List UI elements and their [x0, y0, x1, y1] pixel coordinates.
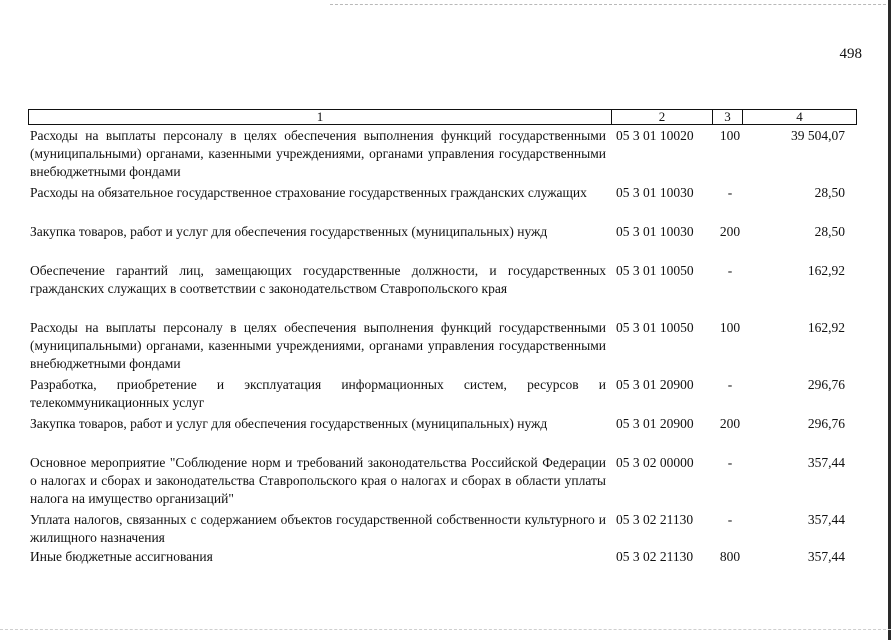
- row-name: Обеспечение гарантий лиц, замещающих государственные должности, и государственных гражданских служащих в соответствии с законодательством Ставропольского края: [30, 263, 606, 296]
- row-sum: 357,44: [807, 549, 845, 564]
- row-name: Иные бюджетные ассигнования: [30, 549, 213, 564]
- row-name: Расходы на выплаты персоналу в целях обеспечения выполнения функций государственными (муниципальными) органами, казенными учреждениями, органами управления государственными внебюджетными фондами: [30, 320, 606, 371]
- scan-edge-bottom: [0, 629, 891, 632]
- row-code: 05 3 01 10030: [616, 185, 694, 200]
- row-code: 05 3 01 20900: [616, 377, 694, 392]
- row-type: -: [727, 512, 733, 527]
- row-code: 05 3 02 21130: [616, 512, 694, 527]
- row-sum: 296,76: [807, 416, 845, 431]
- row-name: Разработка, приобретение и эксплуатация информационных систем, ресурсов и телекоммуникационных услуг: [30, 377, 606, 410]
- table-header: [28, 109, 857, 125]
- row-code: 05 3 01 10020: [616, 128, 694, 143]
- row-code: 05 3 02 21130: [616, 549, 694, 564]
- row-type: 800: [719, 549, 741, 564]
- row-sum: 296,76: [807, 377, 845, 392]
- row-type: -: [727, 455, 733, 470]
- row-sum: 162,92: [807, 320, 845, 335]
- row-type: 200: [719, 224, 741, 239]
- page-number: 498: [839, 46, 862, 62]
- row-sum: 162,92: [807, 263, 845, 278]
- column-header-2: 2: [612, 110, 713, 124]
- row-name: Расходы на выплаты персоналу в целях обеспечения выполнения функций государственными (муниципальными) органами, казенными учреждениями, органами управления государственными внебюджетными фондами: [30, 128, 606, 179]
- column-header-1: 1: [29, 110, 612, 124]
- row-type: 100: [719, 320, 741, 335]
- row-type: -: [727, 377, 733, 392]
- row-code: 05 3 01 10030: [616, 224, 694, 239]
- row-sum: 357,44: [807, 455, 845, 470]
- row-name: Закупка товаров, работ и услуг для обеспечения государственных (муниципальных) нужд: [30, 416, 548, 431]
- row-code: 05 3 01 10050: [616, 320, 694, 335]
- scan-edge-top: [330, 4, 891, 7]
- row-sum: 39 504,07: [791, 128, 845, 143]
- column-header-3: 3: [713, 110, 743, 124]
- row-name: Расходы на обязательное государственное страхование государственных гражданских служащих: [30, 185, 587, 200]
- row-name: Уплата налогов, связанных с содержанием объектов государственной собственности культурного и жилищного назначения: [30, 512, 606, 545]
- row-sum: 28,50: [814, 224, 845, 239]
- row-code: 05 3 01 20900: [616, 416, 694, 431]
- row-type: -: [727, 263, 733, 278]
- row-sum: 357,44: [807, 512, 845, 527]
- row-code: 05 3 02 00000: [616, 455, 694, 470]
- row-name: Основное мероприятие "Соблюдение норм и требований законодательства Российской Федерации о налогах и сборах и законодательства Ставропольского края о налогах и сборах в области уплаты налога на имущество организаций": [30, 455, 606, 506]
- row-type: 100: [719, 128, 741, 143]
- row-type: 200: [719, 416, 741, 431]
- row-type: -: [727, 185, 733, 200]
- row-sum: 28,50: [814, 185, 845, 200]
- row-name: Закупка товаров, работ и услуг для обеспечения государственных (муниципальных) нужд: [30, 224, 548, 239]
- column-header-4: 4: [796, 109, 803, 124]
- row-code: 05 3 01 10050: [616, 263, 694, 278]
